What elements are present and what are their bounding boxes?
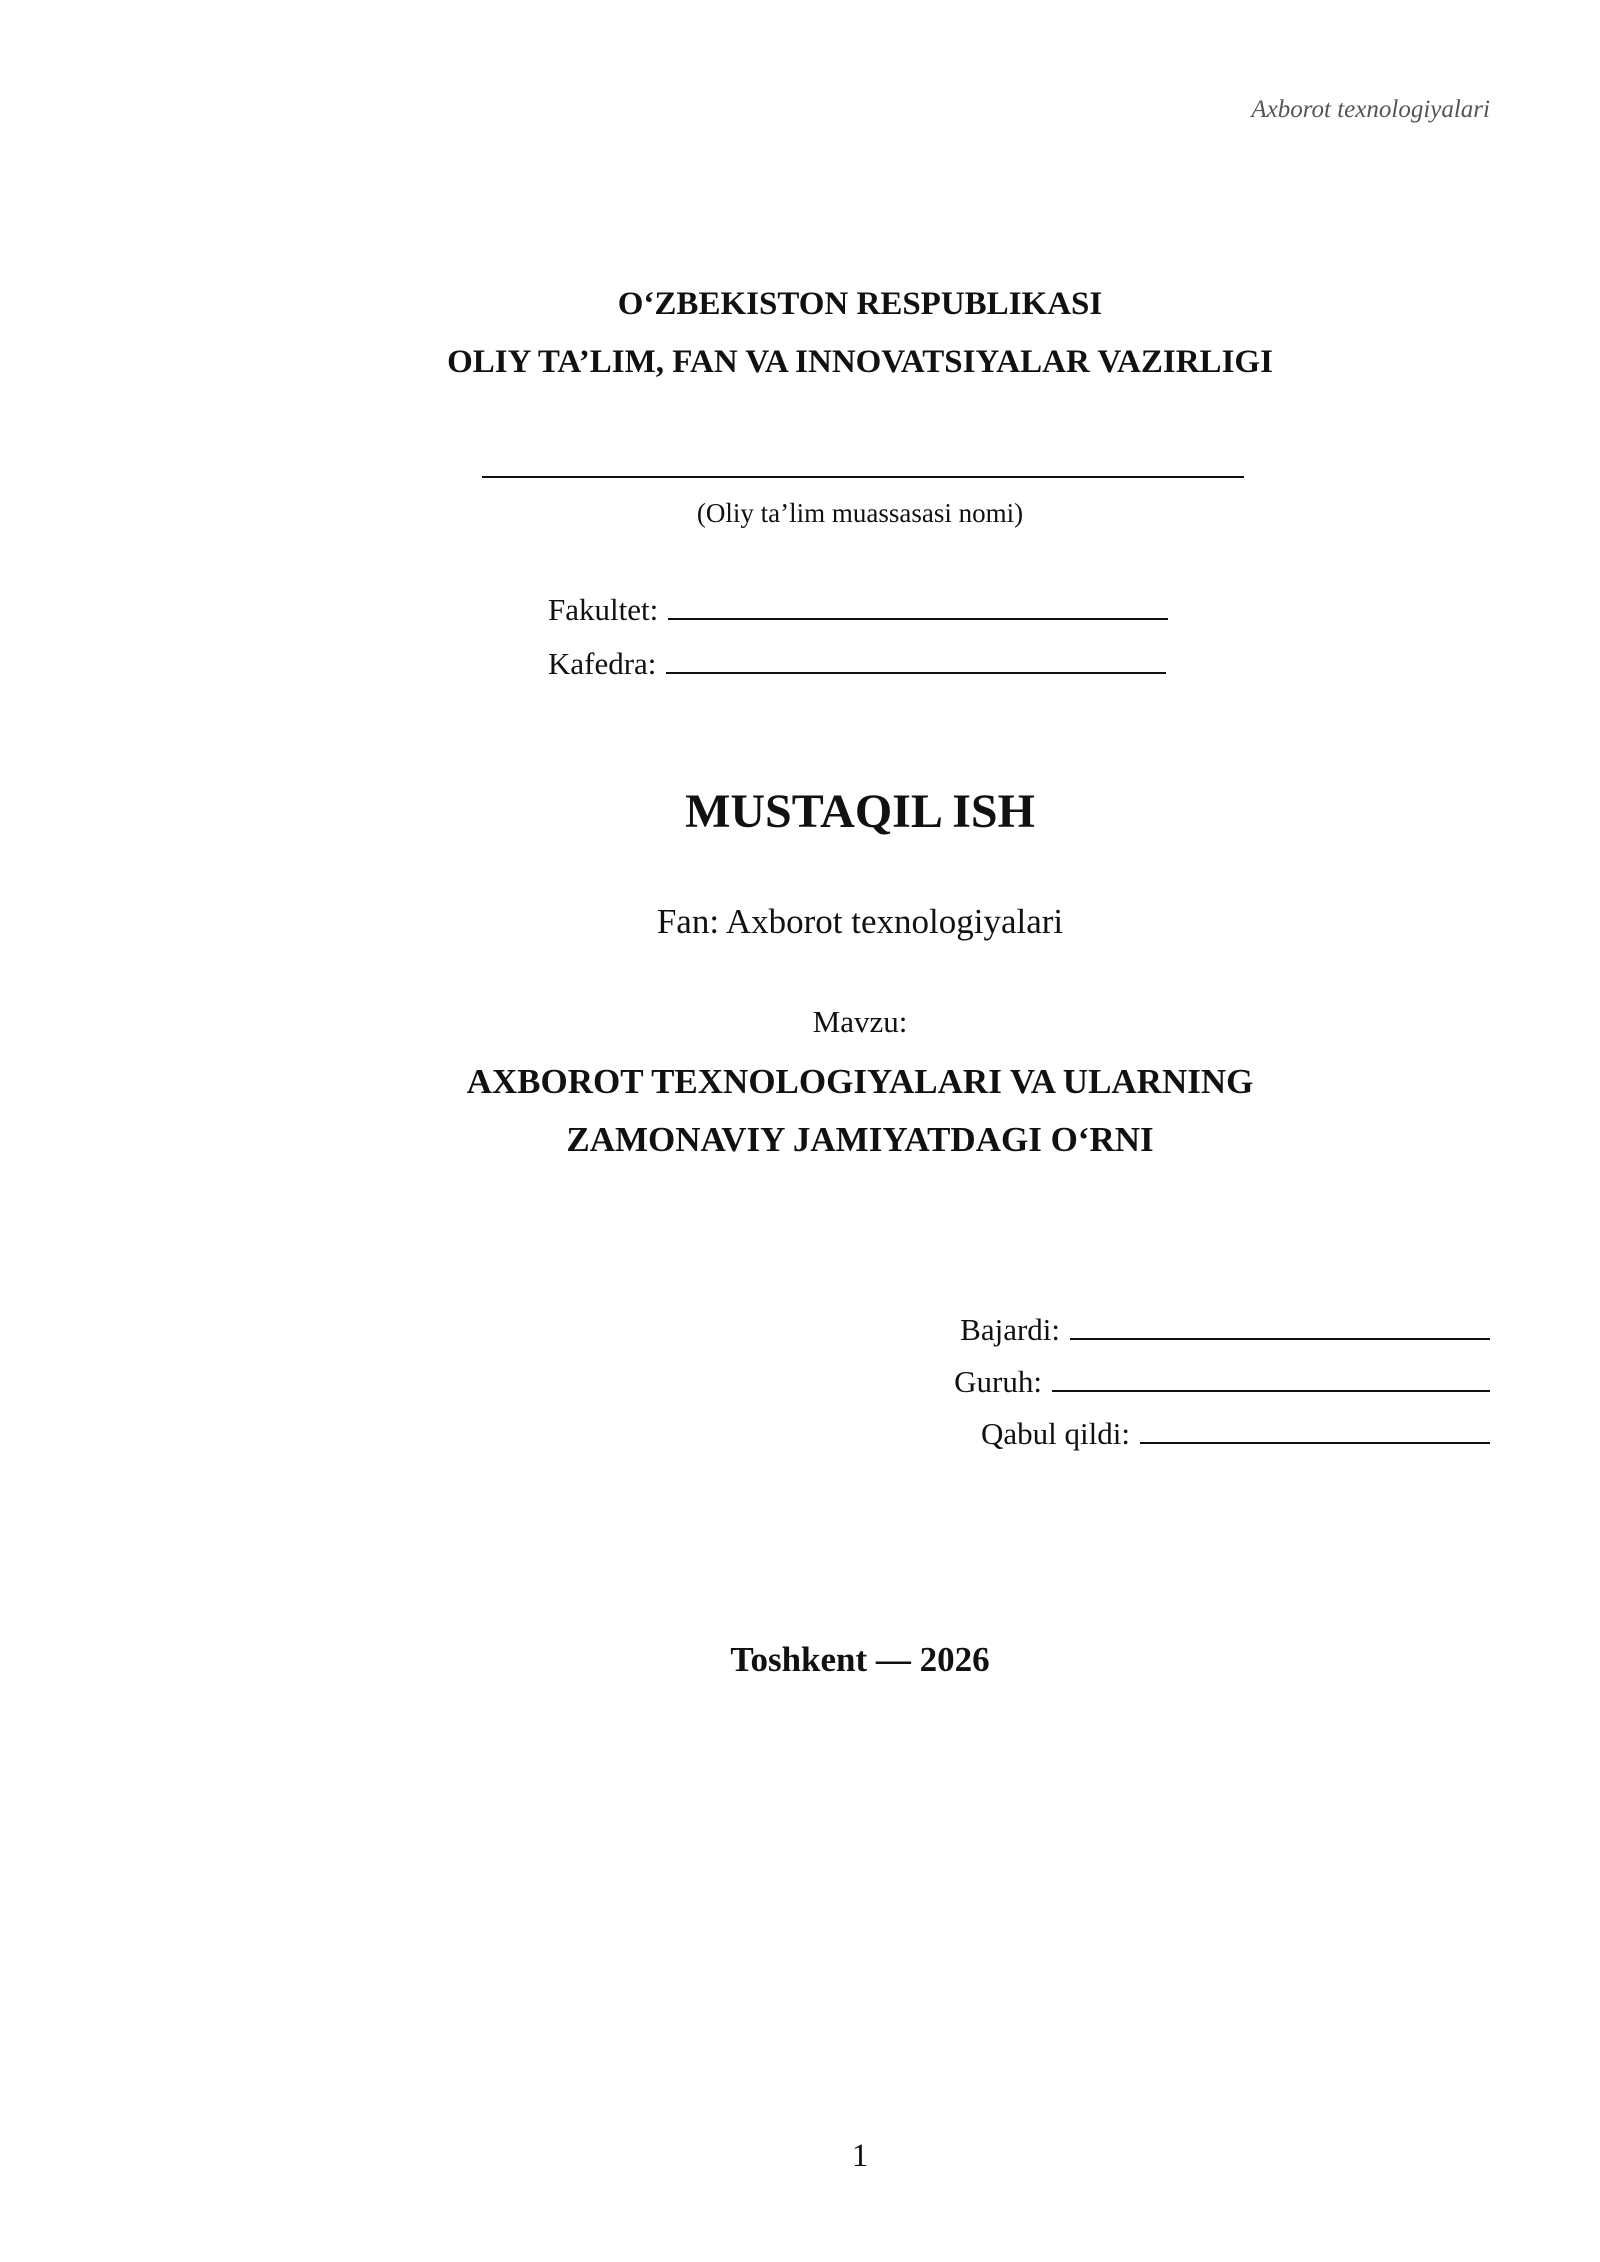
done-by-label: Bajardi:	[960, 1312, 1060, 1347]
faculty-field	[548, 590, 1168, 628]
document-title: MUSTAQIL ISH	[685, 785, 1035, 838]
city-year: Toshkent — 2026	[730, 1640, 990, 1679]
accepted-by-label: Qabul qildi:	[981, 1416, 1130, 1451]
ministry-heading: OLIY TA’LIM, FAN VA INNOVATSIYALAR VAZIRLIGI	[447, 344, 1273, 380]
institution-name-line	[482, 476, 1244, 478]
accepted-by-field	[981, 1414, 1490, 1452]
department-label: Kafedra:	[548, 646, 657, 681]
topic-title-line-1: AXBOROT TEXNOLOGIYALARI VA ULARNING	[466, 1062, 1254, 1101]
running-header: Axborot texnologiyalari	[1251, 96, 1490, 123]
group-field	[954, 1362, 1490, 1400]
accepted-by-blank-line	[1140, 1414, 1490, 1444]
institution-caption: (Oliy ta’lim muassasasi nomi)	[696, 498, 1024, 528]
done-by-blank-line	[1070, 1310, 1490, 1340]
topic-label: Mavzu:	[812, 1004, 908, 1039]
department-blank-line	[666, 644, 1166, 674]
faculty-label: Fakultet:	[548, 592, 659, 627]
page-number: 1	[851, 2138, 869, 2174]
done-by-field	[960, 1310, 1490, 1348]
subject-line: Fan: Axborot texnologiyalari	[656, 902, 1064, 941]
department-field	[548, 644, 1166, 682]
faculty-blank-line	[668, 590, 1168, 620]
group-label: Guruh:	[954, 1364, 1042, 1399]
topic-title-line-2: ZAMONAVIY JAMIYATDAGI O‘RNI	[566, 1120, 1154, 1159]
republic-heading: O‘ZBEKISTON RESPUBLIKASI	[617, 286, 1103, 322]
group-blank-line	[1052, 1362, 1490, 1392]
